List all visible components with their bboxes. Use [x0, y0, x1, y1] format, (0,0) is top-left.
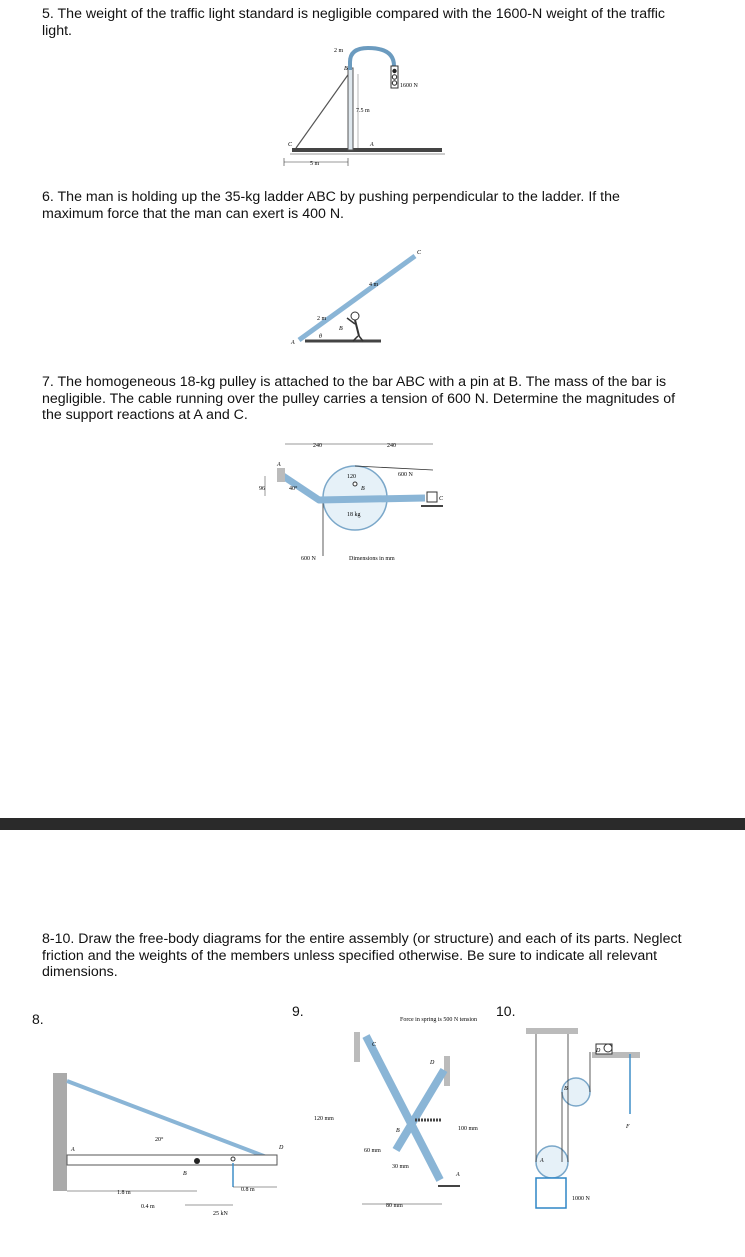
- fig5-label-b: B: [344, 66, 348, 72]
- problem-6-text: 6. The man is holding up the 35-kg ladder ABC by pushing perpendicular to the ladder. If the maximum force that the man can exert is 400 N.: [42, 189, 620, 222]
- fig9-dim-80mm: 80 mm: [386, 1203, 403, 1209]
- fig7-tension-down: 600 N: [301, 556, 316, 562]
- fig9-spring-note: Force in spring is 500 N tension: [400, 1017, 477, 1023]
- fig8-dim-0-8m: 0.8 m: [241, 1187, 255, 1193]
- figure-6-ladder: [285, 244, 435, 354]
- fig7-units: Dimensions in mm: [349, 556, 395, 562]
- figure-5-traffic-light: [270, 44, 450, 174]
- fig10-label-d: D: [596, 1048, 601, 1054]
- fig10-label-f: F: [626, 1124, 630, 1130]
- fig6-dim-4m: 4 m: [369, 282, 379, 288]
- fig5-weight: 1600 N: [400, 83, 418, 89]
- fig9-dim-100mm: 100 mm: [458, 1126, 478, 1132]
- fig10-label-a: A: [540, 1158, 544, 1164]
- fig7-dim-240-left: 240: [313, 443, 322, 449]
- fig10-label-b: B: [564, 1086, 568, 1092]
- figure-10-pulley-system: [520, 1024, 650, 1224]
- fig7-tension-right: 600 N: [398, 472, 413, 478]
- fig10-weight: 1000 N: [572, 1196, 590, 1202]
- fig9-label-c: C: [372, 1042, 377, 1048]
- fig5-base-dim: 5 m: [310, 161, 320, 167]
- fig8-label-d: D: [279, 1145, 284, 1151]
- subproblem-9-number: 9.: [292, 1003, 304, 1019]
- page-divider: [0, 818, 745, 830]
- fig5-label-c: C: [288, 142, 293, 148]
- subproblem-8-number: 8.: [32, 1011, 44, 1027]
- fig8-label-b: B: [183, 1171, 187, 1177]
- fig9-dim-120mm: 120 mm: [314, 1116, 334, 1122]
- fig8-angle: 20°: [155, 1137, 164, 1143]
- fig5-dim-2m: 2 m: [334, 48, 344, 54]
- fig9-label-b: B: [396, 1128, 400, 1134]
- fig7-label-a: A: [277, 462, 281, 468]
- subproblem-10-number: 10.: [496, 1003, 516, 1019]
- fig6-label-a: A: [291, 340, 295, 346]
- fig6-label-c: C: [417, 250, 422, 256]
- problem-5-text: 5. The weight of the traffic light standard is negligible compared with the 1600-N weight of the traffic light.: [42, 6, 666, 39]
- fig9-label-d: D: [430, 1060, 435, 1066]
- fig7-label-b: B: [361, 486, 365, 492]
- fig7-mass: 18 kg: [347, 512, 361, 518]
- fig6-theta: θ: [319, 334, 322, 340]
- figure-7-pulley: [255, 436, 460, 566]
- fig7-angle: 40°: [289, 486, 298, 492]
- fig8-load: 25 kN: [213, 1211, 228, 1217]
- figure-8-beam: [45, 1065, 290, 1225]
- fig9-dim-30mm: 30 mm: [392, 1164, 409, 1170]
- fig9-dim-60mm: 60 mm: [364, 1148, 381, 1154]
- figure-9-linkage: [310, 1010, 500, 1220]
- fig5-label-a: A: [370, 142, 374, 148]
- fig7-label-c: C: [439, 496, 444, 502]
- problem-8-10-text: 8-10. Draw the free-body diagrams for the entire assembly (or structure) and each of its parts. Neglect friction and the weights of the members unless specified otherwise. Be sure to indicate all relevant dimensions.: [42, 931, 682, 980]
- fig6-label-b: B: [339, 326, 343, 332]
- fig9-label-a: A: [456, 1172, 460, 1178]
- fig7-dim-240-right: 240: [387, 443, 396, 449]
- fig8-dim-0-4m: 0.4 m: [141, 1204, 155, 1210]
- problem-7-text: 7. The homogeneous 18-kg pulley is attached to the bar ABC with a pin at B. The mass of the bar is negligible. The cable running over the pulley carries a tension of 600 N. Determine the magnitudes of the support reactions at A and C.: [42, 374, 676, 423]
- fig8-label-a: A: [71, 1147, 75, 1153]
- fig7-radius: 120: [347, 474, 356, 480]
- fig7-dim-96: 96: [259, 486, 265, 492]
- fig8-dim-1-8m: 1.8 m: [117, 1190, 131, 1196]
- fig6-dim-2m: 2 m: [317, 316, 327, 322]
- fig5-height: 7.5 m: [356, 108, 370, 114]
